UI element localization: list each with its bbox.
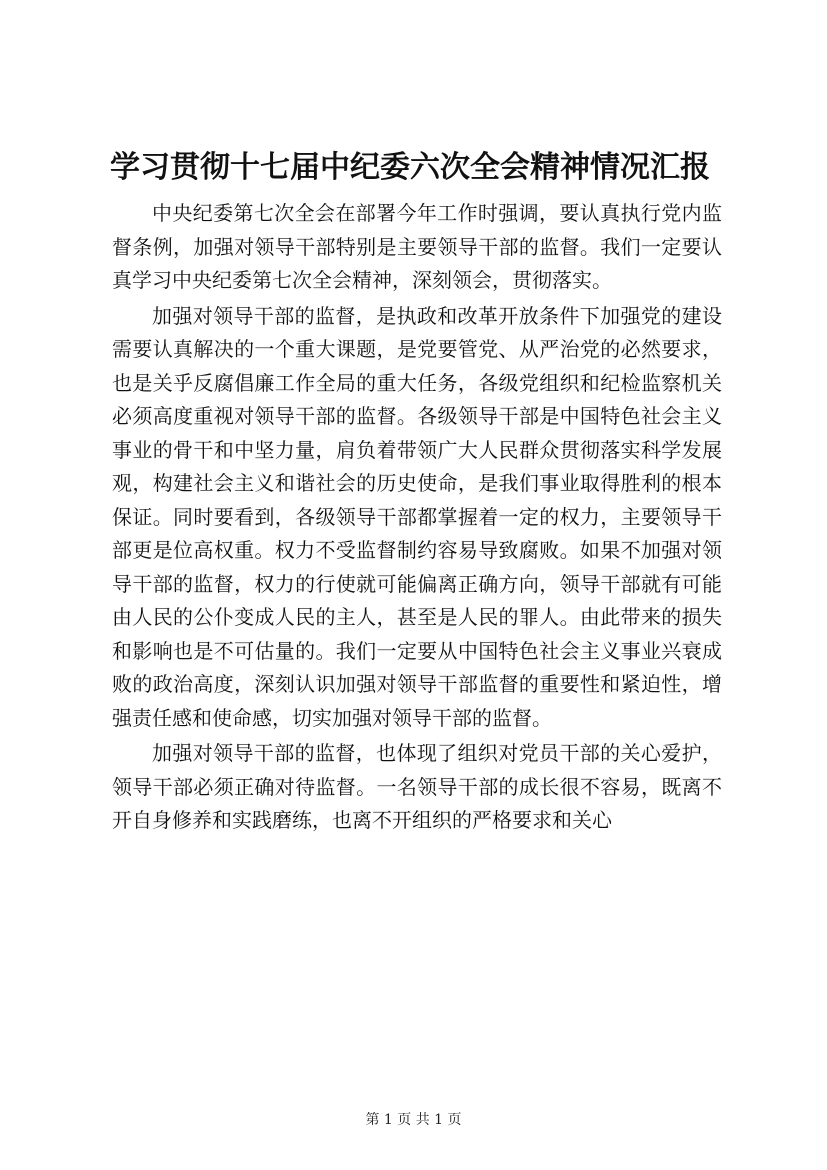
page-number: 第 1 页 共 1 页 <box>365 1112 462 1128</box>
paragraph-1: 中央纪委第七次全会在部署今年工作时强调，要认真执行党内监督条例，加强对领导干部特别是主要领导干部的监督。我们一定要认真学习中央纪委第七次全会精神，深刻领会，贯彻落实。 <box>112 201 722 292</box>
document-body <box>112 197 722 840</box>
paragraph-2: 加强对领导干部的监督，是执政和改革开放条件下加强党的建设需要认真解决的一个重大课题，是党要管党、从严治党的必然要求，也是关乎反腐倡廉工作全局的重大任务，各级党组织和纪检监察机关必须高度重视对领导干部的监督。各级领导干部是中国特色社会主义事业的骨干和中坚力量，肩负着带领广大人民群众贯彻落实科学发展观，构建社会主义和谐社会的历史使命，是我们事业取得胜利的根本保证。同时要看到，各级领导干部都掌握着一定的权力，主要领导干部更是位高权重。权力不受监督制约容易导致腐败。如果不加强对领导干部的监督，权力的行使就可能偏离正确方向，领导干部就有可能由人民的公仆变成人民的主人，甚至是人民的罪人。由此带来的损失和影响也是不可估量的。我们一定要从中国特色社会主义事业兴衰成败的政治高度，深刻认识加强对领导干部监督的重要性和紧迫性，增强责任感和使命感，切实加强对领导干部的监督。 <box>112 303 722 730</box>
paragraph-3: 加强对领导干部的监督，也体现了组织对党员干部的关心爱护，领导干部必须正确对待监督。一名领导干部的成长很不容易，既离不开自身修养和实践磨练，也离不开组织的严格要求和关心 <box>112 741 722 832</box>
document-title: 学习贯彻十七届中纪委六次全会精神情况汇报 <box>110 150 710 185</box>
